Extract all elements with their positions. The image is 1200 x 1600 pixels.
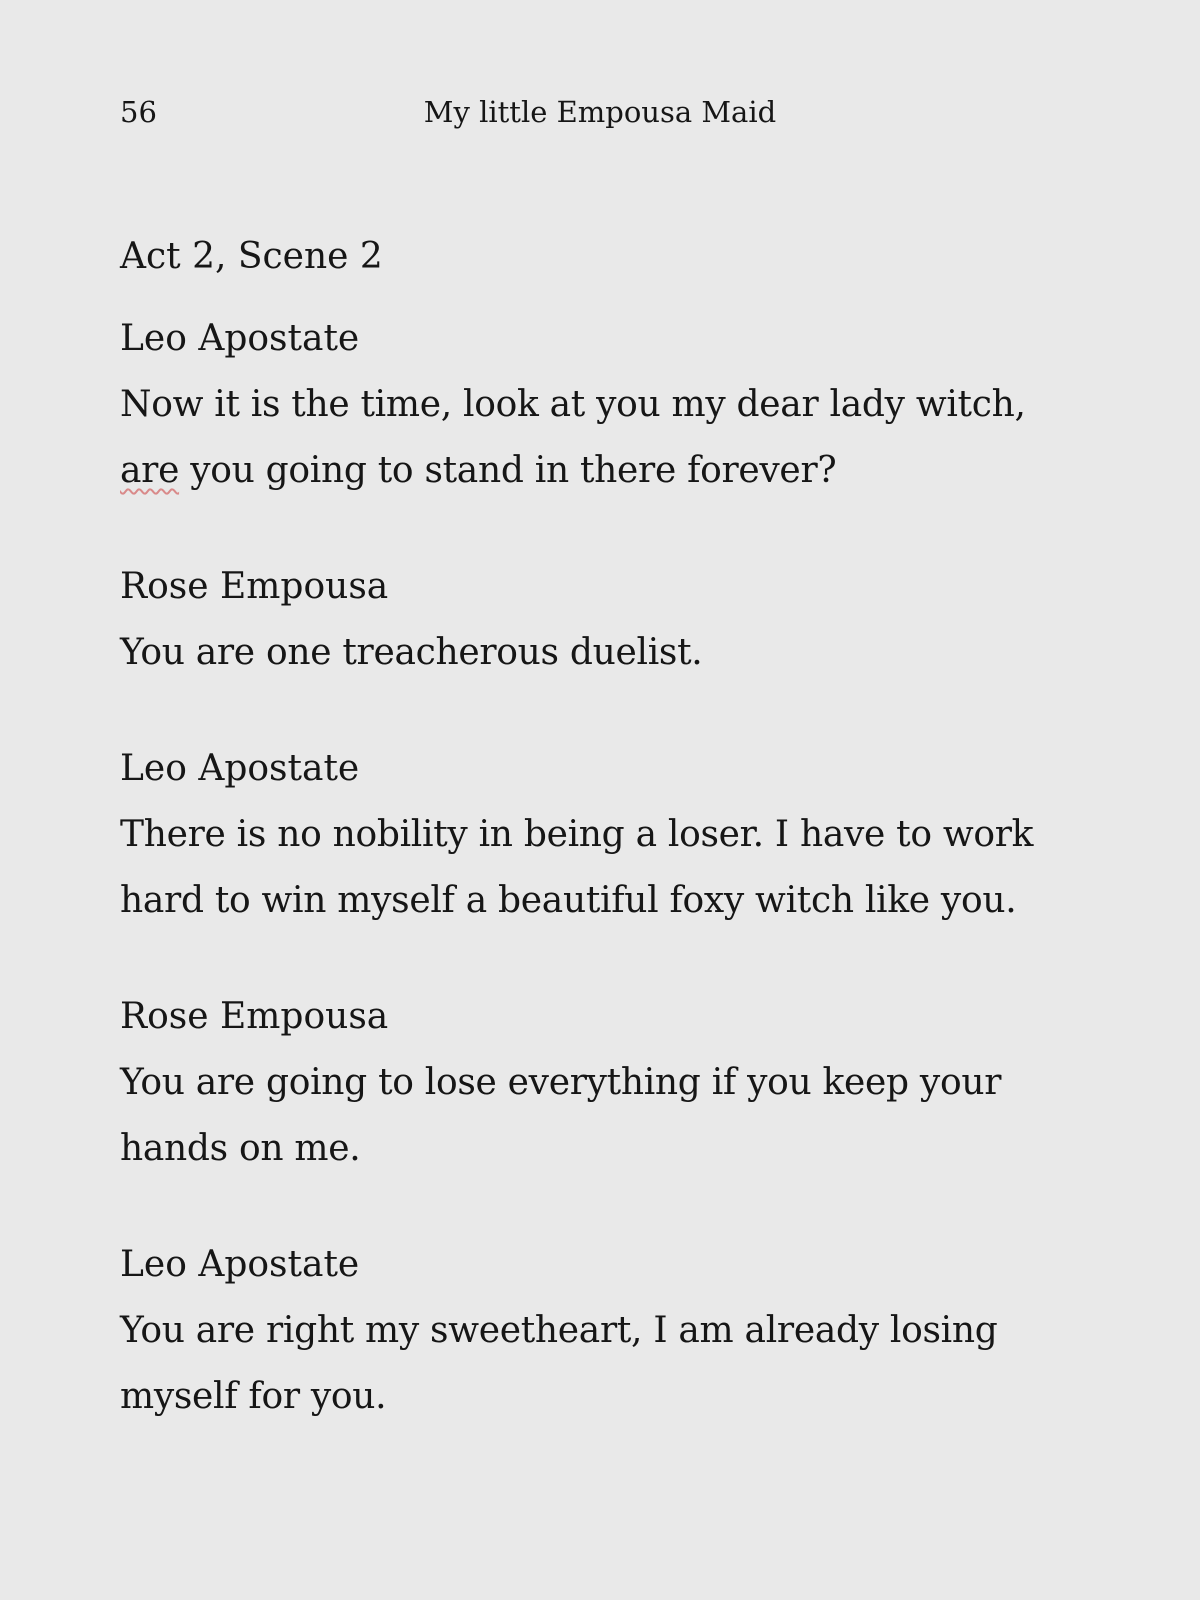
scene-heading: Act 2, Scene 2 — [120, 236, 383, 277]
dialogue-text: Now it is the time, look at you my dear lady witch, — [120, 384, 1026, 425]
dialogue-line: You are one treacherous duelist. — [120, 632, 703, 673]
page-header — [0, 92, 1200, 132]
speaker-name: Rose Empousa — [120, 996, 389, 1037]
speech-block — [120, 995, 1090, 1182]
speech-block — [120, 317, 1090, 504]
dialogue-line: You are going to lose everything if you keep your hands on me. — [120, 1062, 1002, 1169]
speaker-name: Leo Apostate — [120, 748, 360, 789]
running-title: My little Empousa Maid — [423, 95, 777, 129]
speaker-name: Leo Apostate — [120, 1244, 360, 1285]
dialogue-line: You are right my sweetheart, I am already losing myself for you. — [120, 1310, 998, 1417]
page-number: 56 — [120, 95, 157, 129]
speech-block — [120, 1243, 1090, 1430]
speaker-name: Leo Apostate — [120, 318, 360, 359]
dialogue-line — [120, 372, 1090, 504]
dialogue-text: you going to stand in there forever? — [179, 450, 837, 491]
dialogue-line: There is no nobility in being a loser. I have to work hard to win myself a beautiful foxy witch like you. — [120, 814, 1034, 921]
script-body — [120, 235, 1090, 1430]
speech-block — [120, 565, 1090, 686]
speech-block — [120, 747, 1090, 934]
spellcheck-flagged-word[interactable]: are — [120, 450, 180, 491]
speaker-name: Rose Empousa — [120, 566, 389, 607]
